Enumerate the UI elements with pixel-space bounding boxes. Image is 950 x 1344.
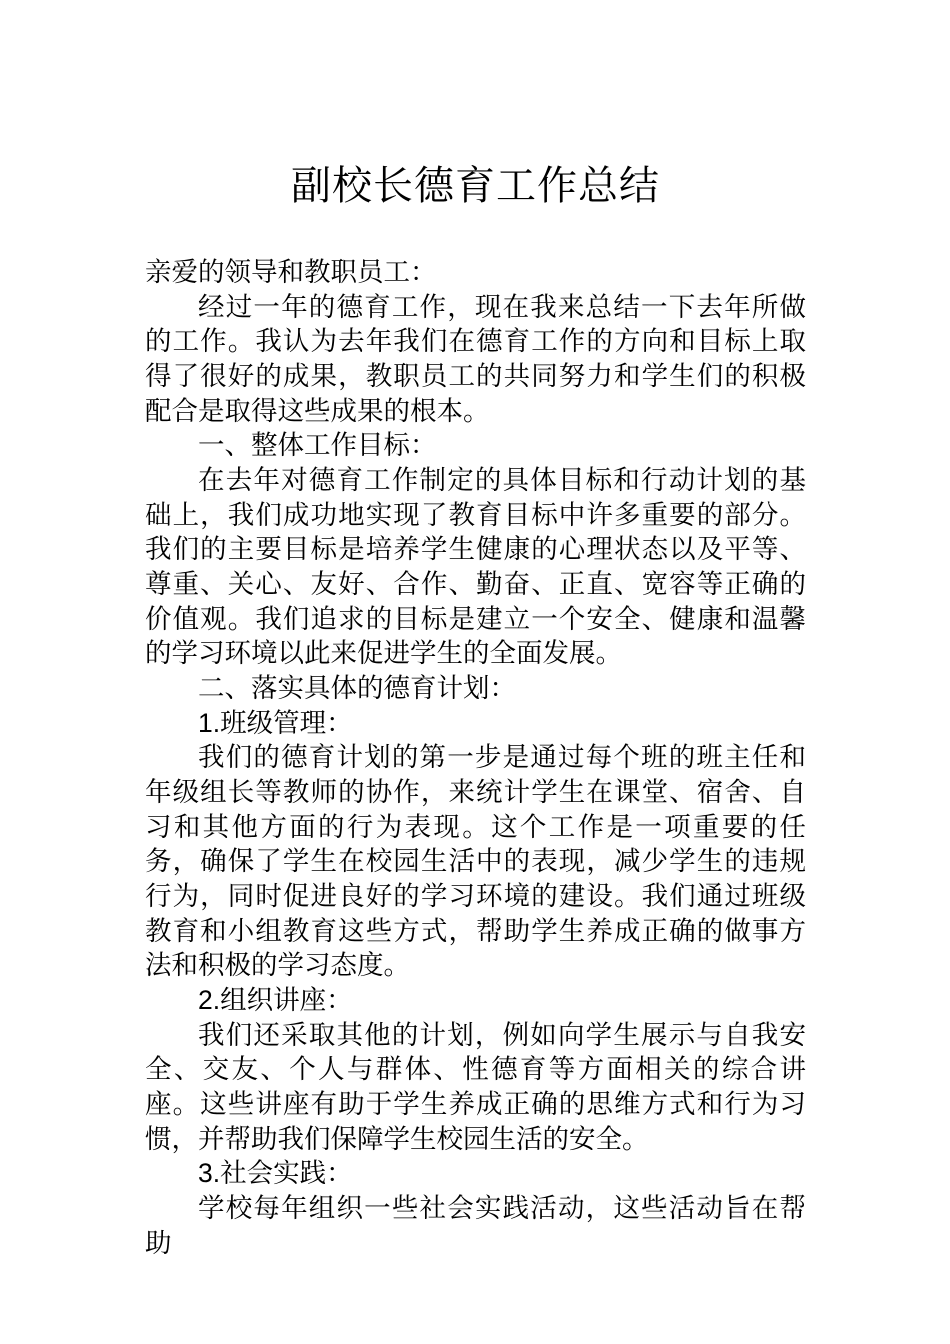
document-body: [145, 255, 806, 1260]
document-title: 副校长德育工作总结: [291, 164, 660, 208]
paragraph-social-practice-truncated: 学校每年组织一些社会实践活动，这些活动旨在帮助: [145, 1193, 806, 1258]
section-heading-specific-plans: 二、落实具体的德育计划：: [198, 673, 516, 704]
salutation: 亲爱的领导和教职员工：: [145, 257, 437, 287]
paragraph-lectures: 我们还采取其他的计划，例如向学生展示与自我安全、交友、个人与群体、性德育等方面相关的综合讲座。这些讲座有助于学生养成正确的思维方式和行为习惯，并帮助我们保障学生校园生活的安全。: [145, 1019, 806, 1154]
subsection-heading-class-management: 1.班级管理：: [198, 707, 353, 738]
subsection-heading-social-practice: 3.社会实践：: [198, 1158, 353, 1189]
paragraph-class-management: 我们的德育计划的第一步是通过每个班的班主任和年级组长等教师的协作，来统计学生在课堂、宿舍、自习和其他方面的行为表现。这个工作是一项重要的任务，确保了学生在校园生活中的表现，减少学生的违规行为，同时促进良好的学习环境的建设。我们通过班级教育和小组教育这些方式，帮助学生养成正确的做事方法和积极的学习态度。: [145, 742, 806, 981]
section-heading-overall-goals: 一、整体工作目标：: [198, 430, 437, 461]
paragraph-intro: 经过一年的德育工作，现在我来总结一下去年所做的工作。我认为去年我们在德育工作的方向和目标上取得了很好的成果，教职员工的共同努力和学生们的积极配合是取得这些成果的根本。: [145, 291, 806, 426]
subsection-heading-lectures: 2.组织讲座：: [198, 985, 353, 1016]
paragraph-overall-goals: 在去年对德育工作制定的具体目标和行动计划的基础上，我们成功地实现了教育目标中许多重要的部分。我们的主要目标是培养学生健康的心理状态以及平等、尊重、关心、友好、合作、勤奋、正直、宽容等正确的价值观。我们追求的目标是建立一个安全、健康和温馨的学习环境以此来促进学生的全面发展。: [145, 465, 806, 669]
